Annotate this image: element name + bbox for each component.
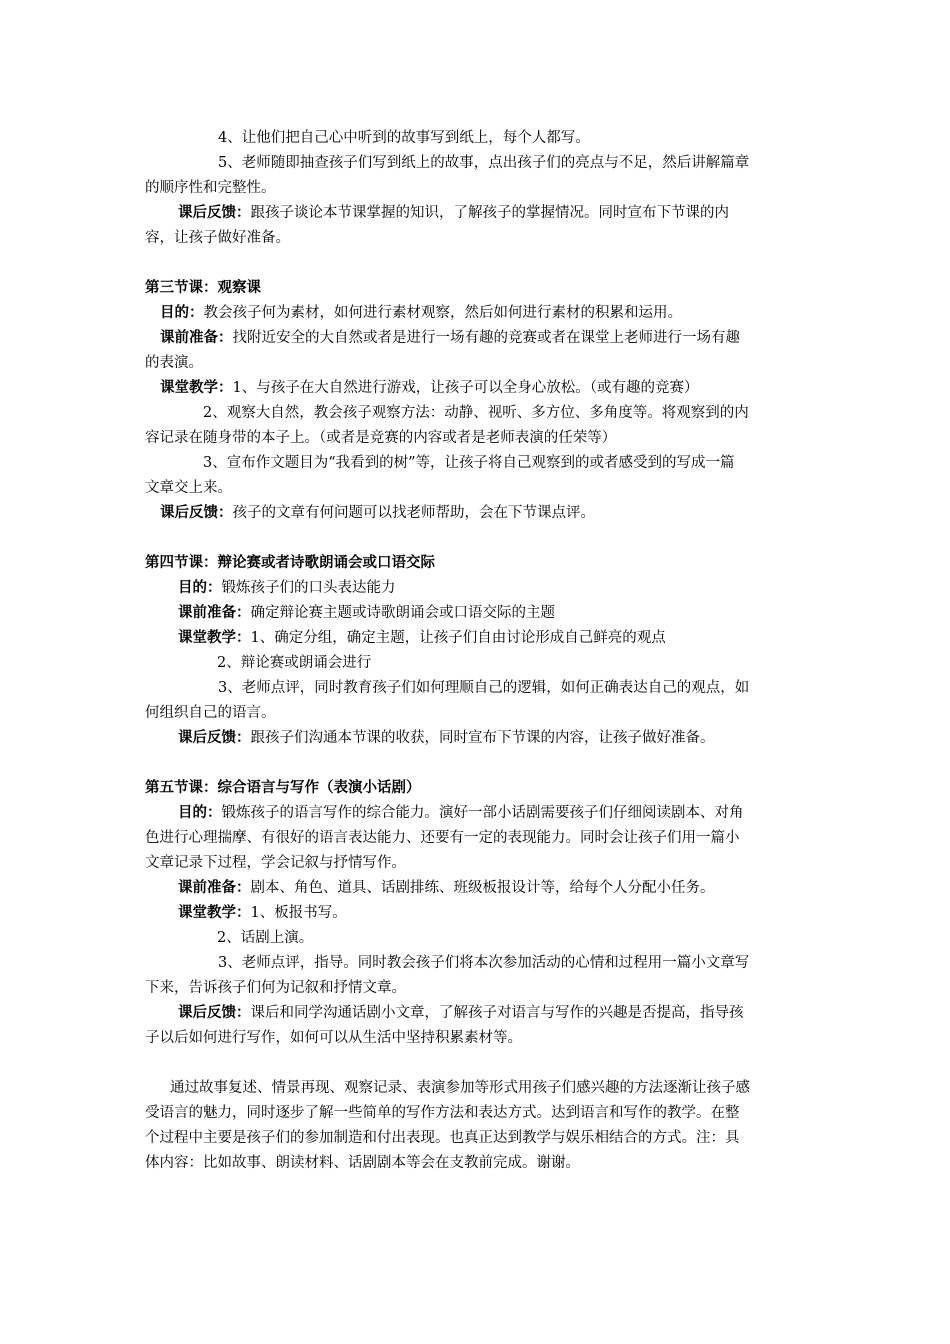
prep-label: 课前准备： — [160, 329, 233, 346]
lesson3-teach-3-cont: 文章交上来。 — [145, 480, 232, 496]
lesson5-teach-2: 2、话剧上演。 — [217, 930, 314, 946]
prep-label: 课前准备： — [178, 879, 251, 896]
feedback-label: 课后反馈： — [178, 1004, 251, 1021]
prev-step-5: 5、老师随即抽查孩子们写到纸上的故事，点出孩子们的亮点与不足，然后讲解篇章 — [218, 155, 750, 171]
feedback-label: 课后反馈： — [178, 729, 251, 746]
summary-line-3: 个过程中主要是孩子们的参加制造和付出表现。也真正达到教学与娱乐相结合的方式。注：具 — [145, 1130, 740, 1146]
goal-label: 目的： — [178, 579, 222, 596]
lesson3-teach-1: 课堂教学：1、与孩子在大自然进行游戏，让孩子可以全身心放松。（或有趣的竞赛） — [160, 379, 699, 396]
lesson4-prep: 课前准备：确定辩论赛主题或诗歌朗诵会或口语交际的主题 — [178, 604, 555, 621]
summary-line-1: 通过故事复述、情景再现、观察记录、表演参加等形式用孩子们感兴趣的方法逐渐让孩子感 — [170, 1080, 750, 1096]
lesson5-feedback-cont: 子以后如何进行写作，如何可以从生活中坚持积累素材等。 — [145, 1030, 522, 1046]
lesson4-title: 第四节课：辩论赛或者诗歌朗诵会或口语交际 — [145, 554, 435, 571]
lesson5-teach-1: 课堂教学：1、板报书写。 — [178, 904, 347, 921]
lesson4-teach-1: 课堂教学：1、确定分组，确定主题，让孩子们自由讨论形成自己鲜亮的观点 — [178, 629, 666, 646]
lesson5-prep: 课前准备：剧本、角色、道具、话剧排练、班级板报设计等，给每个人分配小任务。 — [178, 879, 715, 896]
feedback-label: 课后反馈： — [178, 204, 251, 221]
lesson3-teach-3: 3、宣布作文题目为“我看到的树”等，让孩子将自己观察到的或者感受到的写成一篇 — [203, 455, 735, 471]
prep-label: 课前准备： — [178, 604, 251, 621]
lesson3-feedback: 课后反馈：孩子的文章有何问题可以找老师帮助，会在下节课点评。 — [160, 504, 595, 521]
lesson5-goal: 目的：锻炼孩子的语言写作的综合能力。演好一部小话剧需要孩子们仔细阅读剧本、对角 — [178, 804, 744, 821]
lesson4-teach-2: 2、辩论赛或朗诵会进行 — [217, 655, 372, 671]
lesson3-title: 第三节课：观察课 — [145, 279, 261, 296]
lesson5-title: 第五节课：综合语言与写作（表演小话剧） — [145, 779, 421, 796]
teach-label: 课堂教学： — [178, 904, 251, 921]
lesson4-feedback: 课后反馈：跟孩子们沟通本节课的收获，同时宣布下节课的内容，让孩子做好准备。 — [178, 729, 715, 746]
lesson4-goal: 目的：锻炼孩子们的口头表达能力 — [178, 579, 396, 596]
goal-label: 目的： — [160, 304, 204, 321]
teach-label: 课堂教学： — [160, 379, 233, 396]
summary-line-2: 受语言的魅力，同时逐步了解一些简单的写作方法和表达方式。达到语言和写作的教学。在整 — [145, 1105, 740, 1121]
lesson3-goal: 目的：教会孩子何为素材，如何进行素材观察，然后如何进行素材的积累和运用。 — [160, 304, 682, 321]
prev-feedback: 课后反馈：跟孩子谈论本节课掌握的知识，了解孩子的掌握情况。同时宣布下节课的内 — [178, 204, 729, 221]
feedback-label: 课后反馈： — [160, 504, 233, 521]
lesson5-teach-3-cont: 下来，告诉孩子们何为记叙和抒情文章。 — [145, 980, 406, 996]
lesson5-goal-cont-1: 色进行心理揣摩、有很好的语言表达能力、还要有一定的表现能力。同时会让孩子们用一篇小 — [145, 830, 740, 846]
goal-label: 目的： — [178, 804, 222, 821]
prev-feedback-cont: 容，让孩子做好准备。 — [145, 230, 290, 246]
lesson5-feedback: 课后反馈：课后和同学沟通话剧小文章，了解孩子对语言与写作的兴趣是否提高，指导孩 — [178, 1004, 744, 1021]
summary-line-4: 体内容：比如故事、朗读材料、话剧剧本等会在支教前完成。谢谢。 — [145, 1155, 580, 1171]
prev-step-5-cont: 的顺序性和完整性。 — [145, 180, 276, 196]
lesson3-teach-2-cont: 容记录在随身带的本子上。（或者是竞赛的内容或者是老师表演的任荣等） — [145, 430, 617, 446]
prev-step-4: 4、让他们把自己心中听到的故事写到纸上，每个人都写。 — [218, 130, 590, 146]
lesson4-teach-3: 3、老师点评，同时教育孩子们如何理顺自己的逻辑，如何正确表达自己的观点，如 — [218, 680, 750, 696]
lesson3-prep-cont: 的表演。 — [145, 355, 203, 371]
lesson5-teach-3: 3、老师点评，指导。同时教会孩子们将本次参加活动的心情和过程用一篇小文章写 — [218, 955, 750, 971]
lesson4-teach-3-cont: 何组织自己的语言。 — [145, 705, 276, 721]
teach-label: 课堂教学： — [178, 629, 251, 646]
lesson3-prep: 课前准备：找附近安全的大自然或者是进行一场有趣的竞赛或者在课堂上老师进行一场有趣 — [160, 329, 740, 346]
lesson3-teach-2: 2、观察大自然，教会孩子观察方法：动静、视听、多方位、多角度等。将观察到的内 — [203, 405, 749, 421]
lesson5-goal-cont-2: 文章记录下过程，学会记叙与抒情写作。 — [145, 855, 406, 871]
